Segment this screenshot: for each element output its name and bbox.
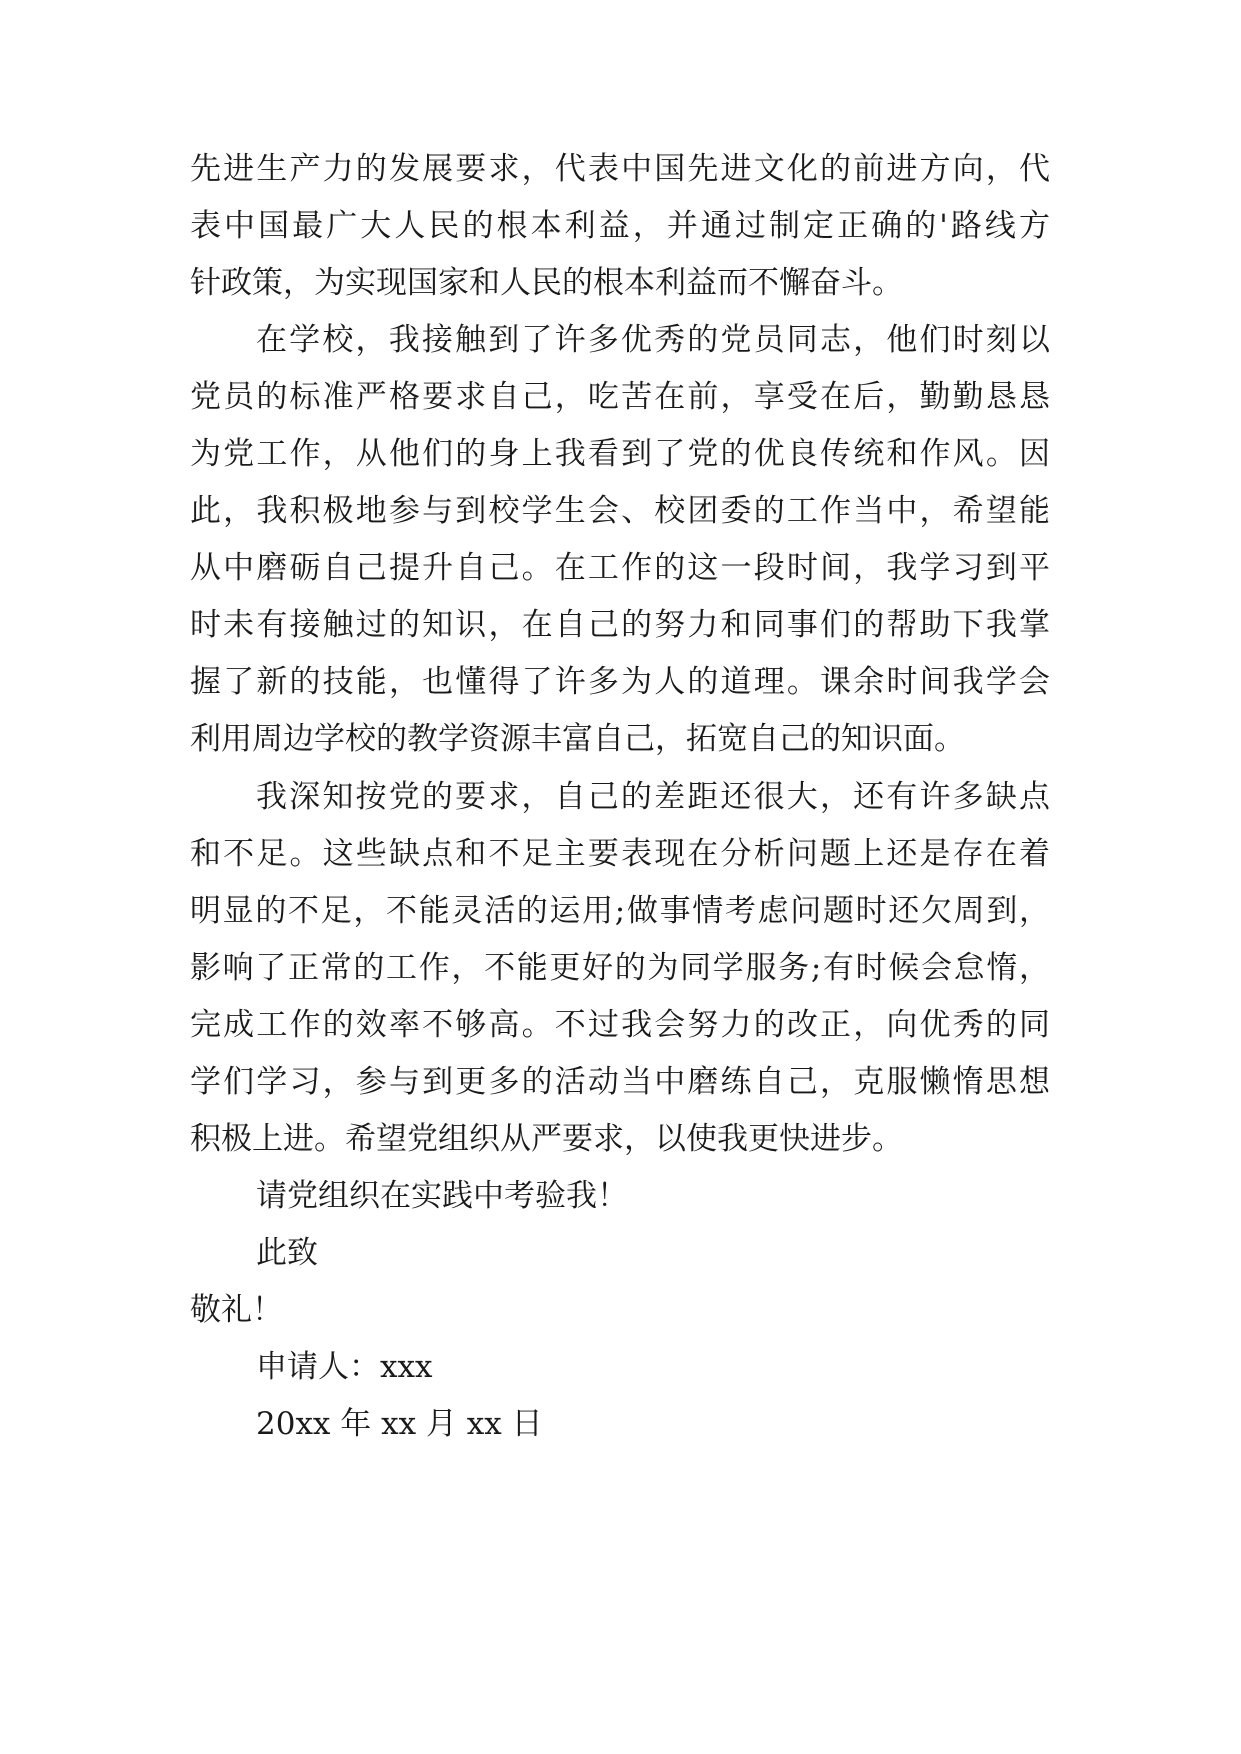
paragraph-3-line-1: 我深知按党的要求，自己的差距还很大，还有许多缺点 bbox=[256, 779, 1050, 815]
closing-line: 请党组织在实践中考验我！ bbox=[256, 1178, 628, 1214]
salutation: 此致 bbox=[256, 1235, 318, 1271]
paragraph-2-line-5: 从中磨砺自己提升自己。在工作的这一段时间，我学习到平 bbox=[190, 550, 1050, 586]
paragraph-3-line-5: 完成工作的效率不够高。不过我会努力的改正，向优秀的同 bbox=[190, 1007, 1050, 1043]
regards: 敬礼！ bbox=[190, 1292, 283, 1328]
applicant-signature: 申请人：xxx bbox=[256, 1349, 433, 1385]
paragraph-1-line-1: 先进生产力的发展要求，代表中国先进文化的前进方向，代 bbox=[190, 151, 1050, 187]
paragraph-3-line-6: 学们学习，参与到更多的活动当中磨练自己，克服懒惰思想 bbox=[190, 1064, 1050, 1100]
paragraph-2-line-2: 党员的标准严格要求自己，吃苦在前，享受在后，勤勤恳恳 bbox=[190, 379, 1050, 415]
paragraph-2-line-8: 利用周边学校的教学资源丰富自己，拓宽自己的知识面。 bbox=[190, 721, 965, 757]
paragraph-2-line-7: 握了新的技能，也懂得了许多为人的道理。课余时间我学会 bbox=[190, 664, 1050, 700]
paragraph-2-line-6: 时未有接触过的知识，在自己的努力和同事们的帮助下我掌 bbox=[190, 607, 1050, 643]
paragraph-1-line-3: 针政策，为实现国家和人民的根本利益而不懈奋斗。 bbox=[190, 265, 903, 301]
paragraph-2-line-1: 在学校，我接触到了许多优秀的党员同志，他们时刻以 bbox=[256, 322, 1050, 358]
paragraph-3-line-7: 积极上进。希望党组织从严要求，以使我更快进步。 bbox=[190, 1121, 903, 1157]
paragraph-2-line-3: 为党工作，从他们的身上我看到了党的优良传统和作风。因 bbox=[190, 436, 1050, 472]
paragraph-1-line-2: 表中国最广大人民的根本利益，并通过制定正确的'路线方 bbox=[190, 208, 1050, 244]
paragraph-2-line-4: 此，我积极地参与到校学生会、校团委的工作当中，希望能 bbox=[190, 493, 1050, 529]
application-date: 20xx 年 xx 月 xx 日 bbox=[256, 1406, 543, 1442]
paragraph-3-line-3: 明显的不足，不能灵活的运用;做事情考虑问题时还欠周到， bbox=[190, 893, 1050, 929]
paragraph-3-line-2: 和不足。这些缺点和不足主要表现在分析问题上还是存在着 bbox=[190, 836, 1050, 872]
paragraph-3-line-4: 影响了正常的工作，不能更好的为同学服务;有时候会怠惰， bbox=[190, 950, 1050, 986]
